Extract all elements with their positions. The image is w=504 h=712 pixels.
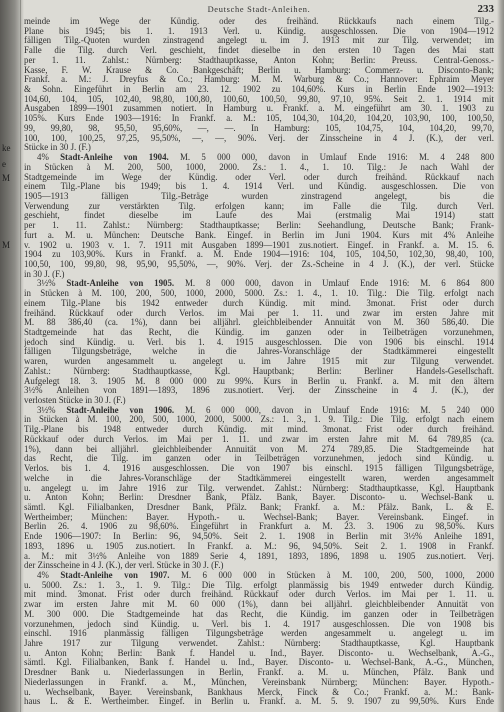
text-line: Falle die Tilg. durch Verl. geschieht, findet dieselbe in den ersten 10 Tagen des Mai statt [24, 46, 494, 56]
text-line: 100, 100, 100,25, 97,25, 95,50%, —, —, 90%. Verj. der Zinsscheine in 4 J. (K.), der verl. [24, 133, 494, 143]
text-line: vorzunehmen, jedoch sind Kündig. u. Verl. bis 1. 4. 1917 ausgeschlossen. Die von 1908 bis [24, 619, 494, 629]
loan-title: Stadt-Anleihe von 1904. [60, 153, 169, 163]
text-line: Rückkauf oder durch Verlos. im Mai per 1. 11. und zwar im ersten Jahre mit M. 64 789,85 (ca. [24, 434, 494, 444]
text-line: Aufgelegt 18. 3. 1905 M. 8 000 000 zu 99%. Kurs in Berlin u. Frankf. a. M. mit den ältern [24, 376, 494, 386]
text-line: 105%. Kurs Ende 1903—1916: In Frankf. a. M.: 105, 104,30, 104,20, 104,20, 103,90, 100, 100,50, [24, 114, 494, 124]
text-line: u. angelegt u. im Jahre 1916 zur Tilg. verwendet. Zahlst.: Nürnberg: Stadthauptkasse, Kgl. Hauptbank [24, 483, 494, 493]
text-line: M. 300 000. Die Stadtgemeinde hat das Recht, die Kündig. im ganzen oder in Teilbeträgen [24, 609, 494, 619]
text-line: per 1. 11. Zahlst.: Nürnberg: Stadthauptkasse; Berlin: Seehandlung, Deutsche Bank; Frank- [24, 221, 494, 231]
interest-rate: 4% [37, 153, 49, 163]
text-line: fälligen Tilg.-Quoten wurden zinstragend angelegt u. im J. 1913 mit zur Tilg. verwendet; im [24, 36, 494, 46]
loan-title: Stadt-Anleihe von 1907. [60, 570, 170, 580]
heading-details: M. 6 000 000 in Stücken à M. 100, 200, 500, 1000, 2000 [180, 570, 494, 580]
gutter-fragment: ke [2, 143, 11, 153]
text-line: einem Tilg.-Plane bis 1949; bis 1. 4. 1914 Verl. und Kündig. ausgeschlossen. Die von [24, 182, 494, 192]
text-line: meinde im Wege der Kündig. oder des freihänd. Rückkaufs nach einem Tilg.- [24, 17, 494, 26]
text-line: Verlos. bis 1. 4. 1916 ausgeschlossen. Die von 1907 bis einschl. 1915 fälligen Tilgungsbeträge, [24, 464, 494, 474]
text-line: & Sohn. Eingeführt in Berlin am 23. 12. 1902 zu 104,60%. Kurs in Berlin Ende 1902—1913: [24, 85, 494, 95]
gutter-fragment: M [2, 240, 11, 250]
loan-title: Stadt-Anleihe von 1906. [66, 405, 175, 415]
text-line: das Recht, die Tilg. im ganzen oder in Teilbeträgen vorzunehmen, jedoch sind Kündig. u. [24, 454, 494, 464]
text-line: haus L. & E. Wertheimber. Eingef. in Berlin u. Frankf. a. M. 5. 9. 1907 zu 99,50%. Kurs Ende [24, 697, 494, 707]
gutter-fragment: e [2, 159, 6, 169]
text-line: jedoch sind Kündig. u. Verl. bis 1. 4. 1915 ausgeschlossen. Die von 1906 bis einschl. 1914 [24, 337, 494, 347]
text-line: furt a. M. u. München: Deutsche Bank. Eingef. in Berlin im Juni 1904. Kurs mit 4% Anleihe [24, 230, 494, 240]
loan-section [24, 406, 494, 571]
text-line: Jahre 1917 zur Tilgung verwendet. Zahlst.: Nürnberg: Stadthauptkasse, Kgl. Hauptbank [24, 639, 494, 648]
text-line: 104,60, 104, 105, 102,40, 98,80, 100,80, 100,60, 100,50, 99,80, 97,10, 95%. Seit 2. 1. 1914 mit [24, 94, 494, 104]
text-line: einschl. 1916 planmässig fälligen Tilgungsbeträge werden angesammelt u. angelegt u. im [24, 629, 494, 639]
text-line: sämtl. Kgl. Filialbanken, Dresdner Bank, Pfälz. Bank; Frankf. a. M.: Pfälz. Bank, L. & E. [24, 502, 494, 512]
text-line: Plane bis 1945; bis 1. 1. 1913 Verl. u. Kündig. ausgeschlossen. Die von 1904—1912 [24, 26, 494, 36]
text-line: in Stücken à M. 100, 200, 500, 1000, 2000, 5000. Zs.: 1. 4., 1. 10. Tilg.: Die Tilg. erfolgt nach [24, 289, 494, 299]
text-line: u. 5000. Zs.: 1. 3., 1. 9. Tilg.: Die Tilg. erfolgt planmässig bis 1949 entweder durch Kündig. [24, 580, 494, 590]
text-line: v. 1902 u. 1903 v. 1. 7. 1911 mit Ausgaben 1899—1901 zus.notiert. Eingef. in Frankf. a. M. 15. 6. [24, 240, 494, 250]
text-line: 3½% Anleihen von 1891—1893, 1896 zus.notiert. Verj. der Zinsscheine in 4 J. (K.), der [24, 386, 494, 396]
text-line: verlosten Stücke in 30 J. (F.) [24, 396, 126, 406]
text-line: Verwendung zur verstärkten Tilg. erfolgen kann; im Falle die Tilg. durch Verl. [24, 201, 494, 211]
text-line: 1893, 1896 u. 1905 zus.notiert. In Frankf. a. M.: 96, 94,50%. Seit 2. 1. 1908 in Frankf. [24, 541, 494, 551]
text-line: Zahlst.: Nürnberg: Stadthauptkasse, Kgl. Hauptbank; Berlin: Berliner Handels-Gesellschaft. [24, 366, 494, 376]
page-header [24, 3, 494, 16]
page-body [24, 17, 494, 707]
text-line: 1904 zu 103,90%. Kurs in Frankf. a. M. Ende 1904—1916: 104, 105, 104,50, 102,30, 98,40, 100, [24, 250, 494, 260]
text-line: freihänd. Rückkauf oder durch Verlos. im Mai per 1. 11. und zwar im ersten Jahre mit [24, 308, 494, 318]
text-line: waren, wurden angesammelt u. angelegt u. im Jahre 1915 mit zur Tilgung verwendet. [24, 357, 494, 367]
text-line: 1%), dann bei alljährl. gleichbleibender Annuität von M. 274 789,85. Die Stadtgemeinde hat [24, 444, 494, 454]
interest-rate: 3½% [37, 405, 56, 415]
text-line: u. Anton Kohn; Berlin: Bank f. Handel u. Ind., Bayer. Disconto- u. Wechselbank, A.-G., [24, 648, 494, 658]
text-line: Kasse, F. W. Krause & Co. Bankgeschäft; Berlin u. Hamburg: Commerz- u. Disconto-Bank; [24, 65, 494, 75]
text-line: u. Anton Kohn; Berlin: Dresdner Bank, Pfälz. Bank, Bayer. Disconto- u. Wechsel-Bank u. [24, 493, 494, 503]
text-line: Ausgaben 1899—1901 zusammen notiert. In Hamburg u. Frankf. a. M. eingeführt am 30. 1. 1903 zu [24, 104, 494, 114]
loan-section [24, 279, 494, 405]
text-line: einem Tilg.-Plane bis 1942 entweder durch Kündig. mit mind. 3monat. Frist oder durch [24, 298, 494, 308]
text-line: per 1. 11. Zahlst.: Nürnberg: Stadthauptkasse, Anton Kohn; Berlin: Preuss. Central-Genoss.- [24, 55, 494, 65]
text-line: Ende 1906—1907: In Berlin: 96, 94,50%. Seit 2. 1. 1908 in Berlin mit 3½% Anleihe 1891, [24, 532, 494, 542]
text-line: in Stücken à M. 100, 200, 500, 1000, 2000, 5000. Zs.: 1. 3., 1. 9. Tilg.: Die Tilg. erfolgt nach einem [24, 415, 494, 425]
text-line: 100,50, 100, 99,80, 98, 95,90, 95,50%, —, 90%. Verj. der Zs.-Scheine in 4 J. (K.), der verl. Stücke [24, 259, 494, 269]
text-line: Stadtgemeinde hat das Recht, die Kündig. im ganzen oder in Teilbeträgen vorzunehmen, [24, 328, 494, 337]
text-line: Stadtgemeinde im Wege der Kündig. oder Verl. oder durch freihänd. Rückkauf nach [24, 172, 494, 182]
heading-details: M. 6 000 000, davon in Umlauf Ende 1916: M. 5 240 000 [184, 405, 494, 415]
interest-rate: 4% [37, 570, 49, 580]
gutter-edge [20, 0, 21, 712]
text-line: fälligen Tilgungsbeträge, welche in die Jahres-Voranschläge der Stadtkämmerei eingestellt [24, 347, 494, 357]
loan-section [24, 571, 494, 707]
text-line: Dresdner Bank u. Niederlassungen in Berlin, Frankf. a. M. u. München, Pfälz. Bank und [24, 668, 494, 678]
loan-section [24, 153, 494, 279]
section-heading [24, 153, 494, 163]
text-line: sämtl. Kgl. Filialbanken, Bank f. Handel u. Ind., Bayer. Disconto- u. Wechsel-Bank, A.-G., München, [24, 658, 494, 668]
page-number: 233 [477, 3, 494, 15]
text-line: 99, 99,80, 98, 95,50, 95,60%, —, —. In Hamburg: 105, 104,75, 104, 104,20, 99,70, [24, 123, 494, 133]
text-line: welche in die Jahres-Voranschläge der Stadtkämmerei eingestellt waren, werden angesammelt [24, 473, 494, 483]
heading-details: M. 5 000 000, davon in Umlauf Ende 1916: M. 4 248 800 [180, 153, 494, 163]
text-line: Frankf. a. M.: J. Dreyfus & Co.; Hamburg: M. M. Warburg & Co.; Hannover: Ephraim Meyer [24, 75, 494, 85]
text-line: M. 88 386,40 (ca. 1%), dann bei alljährl. gleichbleibender Annuität von M. 360 586,40. Die [24, 318, 494, 328]
text-line: der Zinsscheine in 4 J. (K.), der verl. Stücke in 30 J. (F.) [24, 561, 224, 571]
text-line: Stücke in 30 J. (F.) [24, 143, 91, 153]
text-line: in 30 J. (F.) [24, 269, 65, 279]
text-line: a. M.: mit 3½% Anleihe von 1889 Serie 4, 1891, 1893, 1896, 1898 u. 1905 zus.notiert. Verj. [24, 551, 494, 561]
text-line: Niederlassungen in Frankf. a. M., München, Vereinsbank Nürnberg; München: Bayer. Hypoth.- [24, 677, 494, 687]
loan-title: Stadt-Anleihe von 1905. [66, 279, 175, 289]
text-line: 1905—1913 fälligen Tilg.-Beträge wurden zinstragend angelegt, bis die [24, 191, 494, 201]
text-line: Berlin 26. 4. 1906 zu 98,60%. Eingeführt in Frankfurt a. M. 23. 3. 1906 zu 98,50%. Kurs [24, 522, 494, 532]
page-right-edge [497, 0, 504, 712]
loan-section [24, 17, 494, 153]
running-title: Deutsche Stadt-Anleihen. [207, 5, 311, 14]
section-heading [24, 279, 494, 289]
text-line: u. Wechselbank, Bayer. Vereinsbank, Bankhaus Merck, Finck & Co.; Frankf. a. M.: Bank- [24, 687, 494, 697]
text-line: Wertheimber; München: Bayer. Hypoth.- u. Wechsel-Bank; Bayer. Vereinsbank. Eingef. in [24, 512, 494, 522]
section-heading [24, 571, 494, 581]
text-line: in Stücken à M. 200, 500, 1000, 2000. Zs.: 1. 4., 1. 10. Tilg.: Je nach Wahl der [24, 162, 494, 172]
text-line: mit mind. 3monat. Frist oder durch freihänd. Rückkauf oder durch Verlos. im Mai per 1. 11. u. [24, 590, 494, 600]
heading-details: M. 8 000 000, davon in Umlauf Ende 1916: M. 6 864 800 [184, 279, 494, 289]
text-line: geschieht, findet dieselbe im Laufe des Mai (erstmalig Mai 1914) statt [24, 211, 494, 221]
gutter-fragment: M [2, 173, 11, 183]
interest-rate: 3½% [37, 279, 56, 289]
section-heading [24, 406, 494, 416]
text-line: Tilg.-Plane bis 1948 entweder durch Kündig. mit mind. 3monat. Frist oder durch freihänd. [24, 425, 494, 435]
text-line: zwar im ersten Jahre mit M. 60 000 (1%), dann bei alljährl. gleichbleibender Annuität von [24, 600, 494, 610]
